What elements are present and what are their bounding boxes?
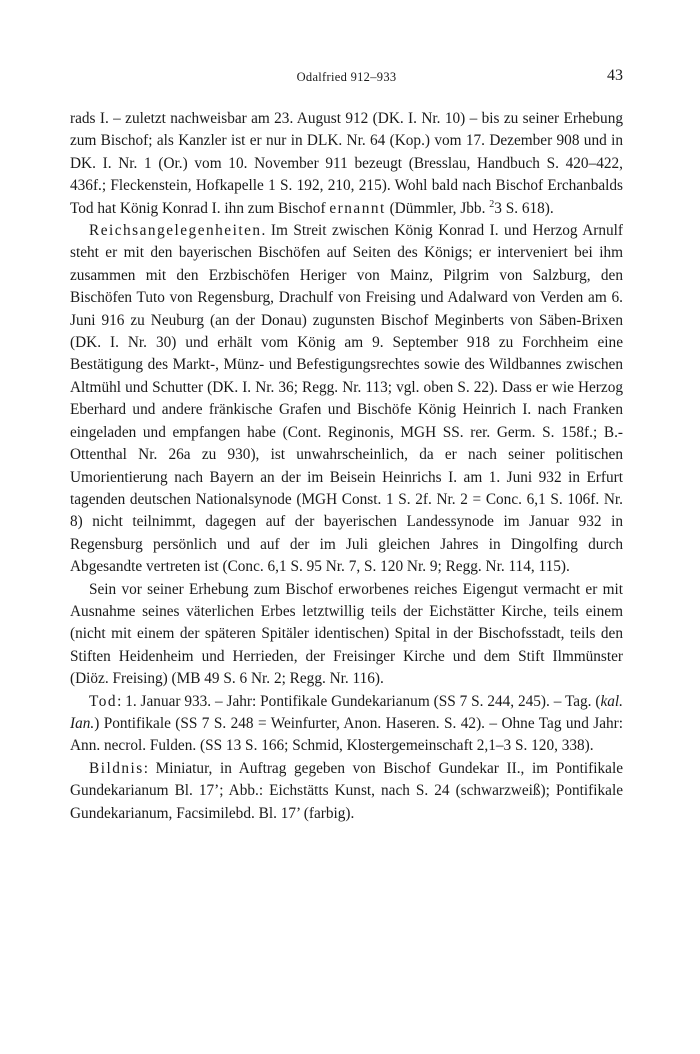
paragraph-bildnis <box>70 758 623 825</box>
section-keyword: Reichsangelegenheiten <box>89 222 262 240</box>
text-run: Sein vor seiner Erhebung zum Bischof erworbenes reiches Eigengut vermacht er mit Ausnahme seines väterlichen Erbes letztwillig teils der Eichstätter Kirche, teils einem (nicht mit einem der späteren Spitäler identischen) Spital in der Bischofsstadt, teils den Stiften Heidenheim und Herrieden, der Freisinger Kirche und dem Stift Ilmmünster (Diöz. Freising) (MB 49 S. 6 Nr. 2; Regg. Nr. 116). <box>70 580 623 688</box>
section-keyword: Tod <box>89 692 118 710</box>
text-run: ) Pontifikale (SS 7 S. 248 = Weinfurter, Anon. Haseren. S. 42). – Ohne Tag und Jahr: Ann. necrol. Fulden. (SS 13 S. 166; Schmid, Klostergemeinschaft 2,1–3 S. 120, 338). <box>70 714 623 755</box>
text-run: rads I. – zuletzt nachweisbar am 23. August 912 (DK. I. Nr. 10) – bis zu seiner Erhebung zum Bischof; als Kanzler ist er nur in DLK. Nr. 64 (Kop.) vom 17. Dezember 908 und in DK. I. Nr. 1 (Or.) vom 10. November 911 bezeugt (Bresslau, Handbuch S. 420–422, 436f.; Fleckenstein, Hofkapelle 1 S. 192, 210, 215). Wohl bald nach Bischof Erchanbalds Tod hat König Konrad I. ihn zum Bischof <box>70 110 623 217</box>
text-run: (Dümmler, Jbb. <box>385 199 490 217</box>
italic-citation: kal. Ian. <box>70 692 623 732</box>
text-run: . Im Streit zwischen König Konrad I. und Herzog Arnulf steht er mit den bayerischen Bischöfen auf Seiten des Königs; er interveniert bei ihm zusammen mit den Erzbischöfen Heriger von Mainz, Pilgrim von Salzburg, den Bischöfen Tuto von Regensburg, Drachulf von Freising und Adalward von Verden am 6. Juni 916 zu Neuburg (an der Donau) zugunsten Bischof Meginberts von Säben-Brixen (DK. I. Nr. 30) und erhält vom König am 9. September 918 zu Forchheim eine Bestätigung des Markt-, Münz- und Befestigungsrechtes sowie des Wildbannes zwischen Altmühl und Schutter (DK. I. Nr. 36; Regg. Nr. 113; vgl. oben S. 22). Dass er wie Herzog Eberhard und andere fränkische Grafen und Bischöfe König Heinrich I. nach Franken eingeladen und empfangen habe (Cont. Reginonis, MGH SS. rer. Germ. S. 158f.; B.-Ottenthal Nr. 26a zu 930), ist unwahrscheinlich, da er nach seiner politischen Umorientierung nach Bayern an der im Beisein Heinrichs I. am 1. Juni 932 in Erfurt tagenden deutschen Nationalsynode (MGH Const. 1 S. 2f. Nr. 2 = Conc. 6,1 S. 106f. Nr. 8) nicht teilnimmt, dagegen auf der bayerischen Landessynode im Januar 932 in Regensburg persönlich und auf der im Juli gleichen Jahres in Dingolfing durch Abgesandte vertreten ist (Conc. 6,1 S. 95 Nr. 7, S. 120 Nr. 9; Regg. Nr. 114, 115). <box>70 222 623 576</box>
page-header <box>70 67 623 92</box>
paragraph-tod <box>70 691 623 758</box>
paragraph-eigengut <box>70 579 623 691</box>
body-text <box>70 108 623 825</box>
edition-superscript: 2 <box>489 198 495 210</box>
paragraph-continuation <box>70 108 623 220</box>
emphasized-term: ernannt <box>329 199 386 217</box>
running-head: Odalfried 912–933 <box>296 70 397 84</box>
text-run: 3 S. 618). <box>494 199 554 217</box>
text-run: : 1. Januar 933. – Jahr: Pontifikale Gundekarianum (SS 7 S. 244, 245). – Tag. ( <box>117 692 601 710</box>
page-number: 43 <box>607 67 623 84</box>
section-keyword: Bildnis <box>89 759 144 777</box>
paragraph-reichsangelegenheiten <box>70 220 623 579</box>
text-run: : Miniatur, in Auftrag gegeben von Bischof Gundekar II., im Pontifikale Gundekarianum Bl. 17’; Abb.: Eichstätts Kunst, nach S. 24 (schwarzweiß); Pontifikale Gundekarianum, Facsimilebd. Bl. 17’ (farbig). <box>70 759 623 822</box>
